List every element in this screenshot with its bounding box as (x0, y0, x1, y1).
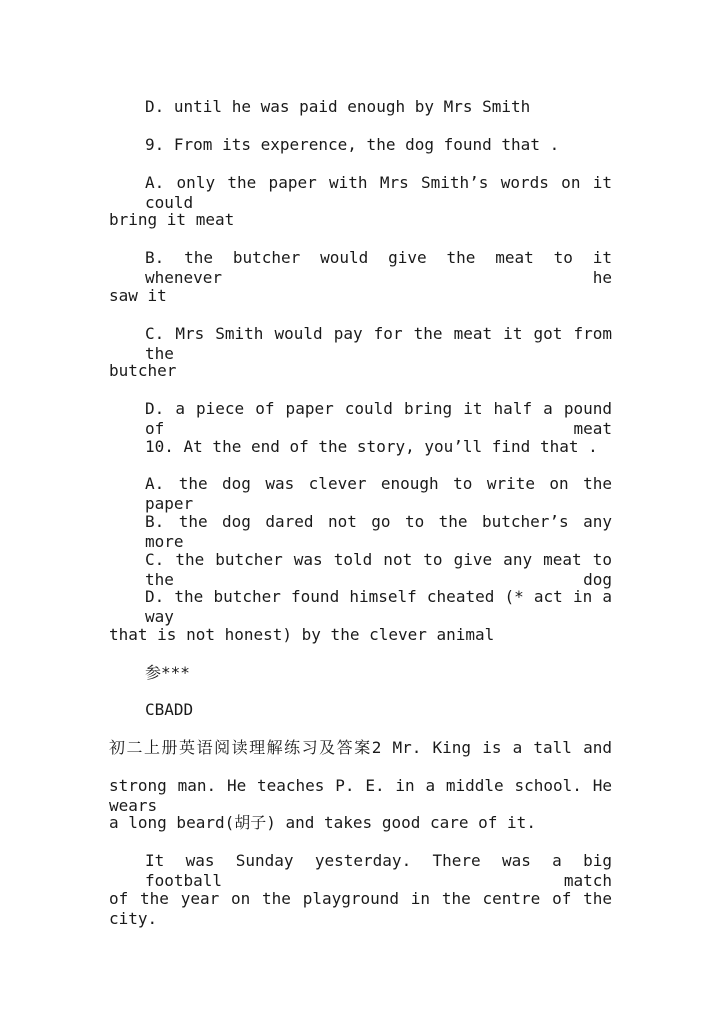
text-line-question-9: 9. From its experence, the dog found that . (145, 135, 560, 154)
text-line-passage-2-d: of the year on the playground in the centre of the city. (109, 889, 612, 928)
text-line-option-a-start: A. only the paper with Mrs Smith’s words on it could (145, 173, 612, 212)
text-line-option-b-end: saw it (109, 286, 167, 305)
text-line-option-b-start: B. the butcher would give the meat to it whenever he (145, 248, 612, 287)
section-title-passage-2: 初二上册英语阅读理解练习及答案2 Mr. King is a tall and (109, 738, 612, 757)
answer-key: CBADD (145, 700, 194, 719)
text-line-passage-2-b: a long beard(胡子) and takes good care of it. (109, 813, 536, 832)
text-line-option-d-meat: D. a piece of paper could bring it half a pound of meat (145, 399, 612, 438)
text-line-option-c-end: butcher (109, 361, 177, 380)
text-line-question-10: 10. At the end of the story, you’ll find that . (145, 437, 598, 456)
text-line-option-d-cheated-end: that is not honest) by the clever animal (109, 625, 495, 644)
text-line-option-b-dared: B. the dog dared not go to the butcher’s any more (145, 512, 612, 551)
text-line-passage-2-a: strong man. He teaches P. E. in a middle school. He wears (109, 776, 612, 815)
text-line-option-a-end: bring it meat (109, 210, 235, 229)
reference-answer-heading: 参*** (145, 663, 190, 682)
text-line-passage-2-c: It was Sunday yesterday. There was a big football match (145, 851, 612, 890)
text-line-option-d-paid: D. until he was paid enough by Mrs Smith (145, 97, 531, 116)
text-line-option-d-cheated-start: D. the butcher found himself cheated (* act in a way (145, 587, 612, 626)
text-line-option-c-told: C. the butcher was told not to give any meat to the dog (145, 550, 612, 589)
text-line-option-c-start: C. Mrs Smith would pay for the meat it got from the (145, 324, 612, 363)
text-line-option-a-clever: A. the dog was clever enough to write on the paper (145, 474, 612, 513)
